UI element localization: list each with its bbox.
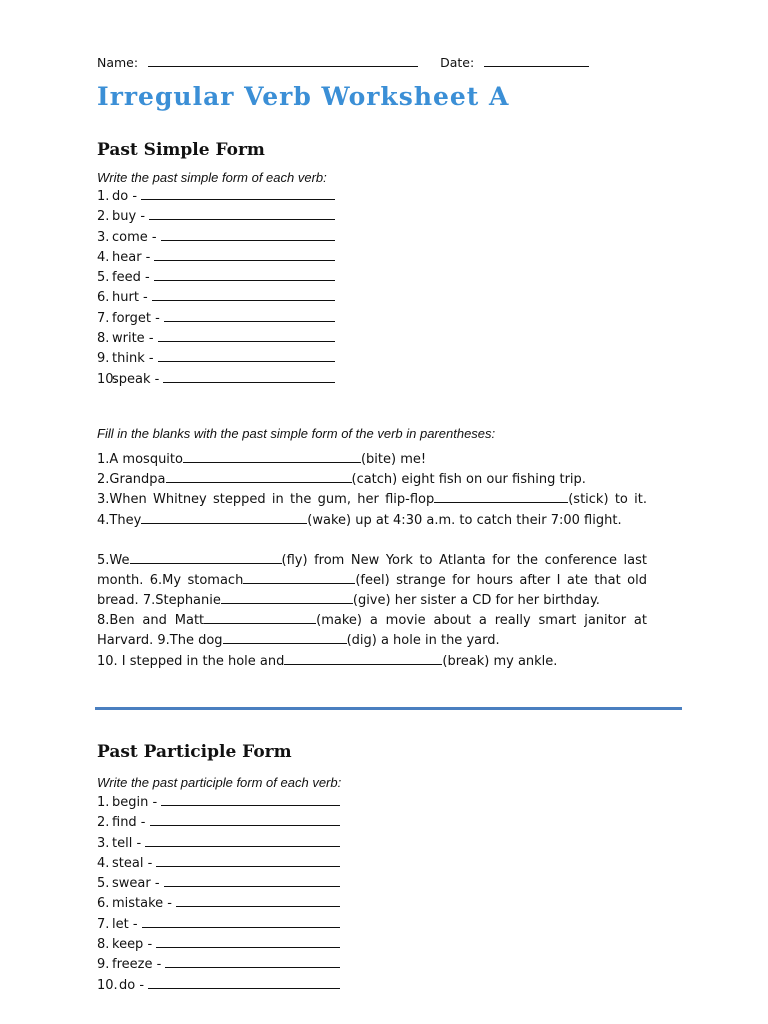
fill-in-paragraph-2 [97,551,647,612]
past-simple-list [97,187,335,390]
past-participle-list [97,793,340,996]
verb-label: forget - [112,310,160,326]
sentence-text: 3.When Whitney stepped in the gum, her flip-flop [97,492,435,508]
instruction-past-participle: Write the past participle form of each verb: [97,775,342,790]
sentence-text: (catch) eight fish on our fishing trip. [351,472,586,488]
fill-in-paragraph-4 [97,652,647,672]
sentence-text: (feel) strange for hours after I ate that old bread. [97,573,647,609]
verb-label: buy - [112,209,146,225]
item-number: 5. [97,270,110,286]
answer-blank[interactable] [156,854,340,867]
item-number: 10. [97,977,118,993]
item-number: 8. [97,937,110,953]
item-number: 4. [97,855,110,871]
date-label: Date: [440,55,475,70]
date-field[interactable] [484,53,589,67]
verb-label: find - [112,815,146,831]
verb-label: freeze - [112,957,162,973]
list-item [97,854,340,874]
name-field[interactable] [148,53,418,67]
item-number: 3. [97,835,110,851]
sentence-text: 4.They [97,512,142,528]
item-number: 2. [97,815,110,831]
item-number: 10. [97,371,118,387]
answer-blank[interactable] [158,329,335,342]
verb-label: do - [119,977,145,993]
list-item [97,894,340,914]
answer-blank[interactable] [150,813,340,826]
sentence-text: 9.The dog [157,633,223,649]
answer-blank[interactable] [223,631,347,644]
answer-blank[interactable] [204,611,316,624]
list-item [97,288,335,308]
answer-blank[interactable] [149,207,335,220]
item-number: 1. [97,795,110,810]
answer-blank[interactable] [165,955,340,968]
answer-blank[interactable] [141,511,307,524]
sentence-text: 10. I stepped in the hole and [97,654,285,669]
verb-label: come - [112,229,157,245]
list-item [97,793,340,813]
sentence-text: 6.My stomach [149,573,244,589]
list-item [97,874,340,894]
verb-label: hurt - [112,290,148,306]
verb-label: mistake - [112,896,172,912]
answer-blank[interactable] [148,976,340,989]
verb-label: feed - [112,270,150,286]
name-label: Name: [97,55,139,70]
item-number: 7. [97,310,110,326]
verb-label: begin - [112,795,158,810]
answer-blank[interactable] [158,349,335,362]
answer-blank[interactable] [161,793,340,806]
list-item [97,955,340,975]
item-number: 2. [97,209,110,225]
sentence-text: (dig) a hole in the yard. [346,633,500,649]
list-item [97,370,335,390]
sentence-text: (wake) up at 4:30 a.m. to catch their 7:00 flight. [307,512,622,528]
list-item [97,976,340,996]
item-number: 3. [97,229,110,245]
sentence-text: 7.Stephanie [142,593,221,609]
sentence-text: (bite) me! [360,452,427,467]
list-item [97,813,340,833]
answer-blank[interactable] [156,935,340,948]
verb-label: steal - [112,855,153,871]
section-heading-past-participle: Past Participle Form [97,742,292,762]
fill-in-paragraph-3 [97,611,647,651]
sentence-text: (fly) from New York to Atlanta for the conference last month. [97,553,647,589]
list-item [97,935,340,955]
item-number: 1. [97,189,110,204]
answer-blank[interactable] [166,470,352,483]
answer-blank[interactable] [130,551,282,564]
verb-label: do - [112,189,138,204]
sentence-text: 2.Grandpa [97,472,166,488]
answer-blank[interactable] [152,288,335,301]
answer-blank[interactable] [154,268,335,281]
sentence-text: 5.We [97,553,130,568]
answer-blank[interactable] [176,894,340,907]
answer-blank[interactable] [145,834,340,847]
section-divider [95,707,682,710]
answer-blank[interactable] [221,591,353,604]
verb-label: speak - [112,371,160,387]
verb-label: swear - [112,876,160,892]
header-fields [97,53,589,70]
sentence-text: (break) my ankle. [442,654,558,669]
list-item [97,268,335,288]
instruction-fill-in: Fill in the blanks with the past simple form of the verb in parentheses: [97,426,496,441]
item-number: 9. [97,351,110,367]
list-item [97,349,335,369]
answer-blank[interactable] [434,490,568,503]
sentence-text: 1.A mosquito [97,452,183,467]
list-item [97,248,335,268]
answer-blank[interactable] [141,187,335,200]
verb-label: keep - [112,937,153,953]
answer-blank[interactable] [154,248,335,261]
verb-label: let - [112,916,138,932]
item-number: 8. [97,331,110,347]
worksheet-title: Irregular Verb Worksheet A [97,82,510,111]
list-item [97,187,335,207]
sentence-text: 8.Ben and Matt [97,613,205,628]
list-item [97,834,340,854]
list-item [97,207,335,227]
verb-label: tell - [112,835,142,851]
answer-blank[interactable] [142,915,340,928]
answer-blank[interactable] [164,874,340,887]
list-item [97,309,335,329]
list-item [97,915,340,935]
instruction-past-simple: Write the past simple form of each verb: [97,170,327,185]
verb-label: think - [112,351,154,367]
sentence-text: (make) a movie about a really smart janitor at Harvard. [97,613,647,649]
answer-blank[interactable] [164,309,335,322]
answer-blank[interactable] [284,652,442,665]
verb-label: write - [112,331,154,347]
item-number: 9. [97,957,110,973]
item-number: 7. [97,916,110,932]
answer-blank[interactable] [243,571,355,584]
list-item [97,329,335,349]
answer-blank[interactable] [183,450,361,463]
verb-label: hear - [112,249,151,265]
answer-blank[interactable] [163,370,335,383]
sentence-text: (stick) to it. [568,492,647,508]
item-number: 6. [97,290,110,306]
fill-in-paragraph-1 [97,450,647,531]
item-number: 6. [97,896,110,912]
item-number: 4. [97,249,110,265]
sentence-text: (give) her sister a CD for her birthday. [352,593,600,609]
section-heading-past-simple: Past Simple Form [97,140,265,160]
answer-blank[interactable] [161,228,335,241]
item-number: 5. [97,876,110,892]
list-item [97,228,335,248]
